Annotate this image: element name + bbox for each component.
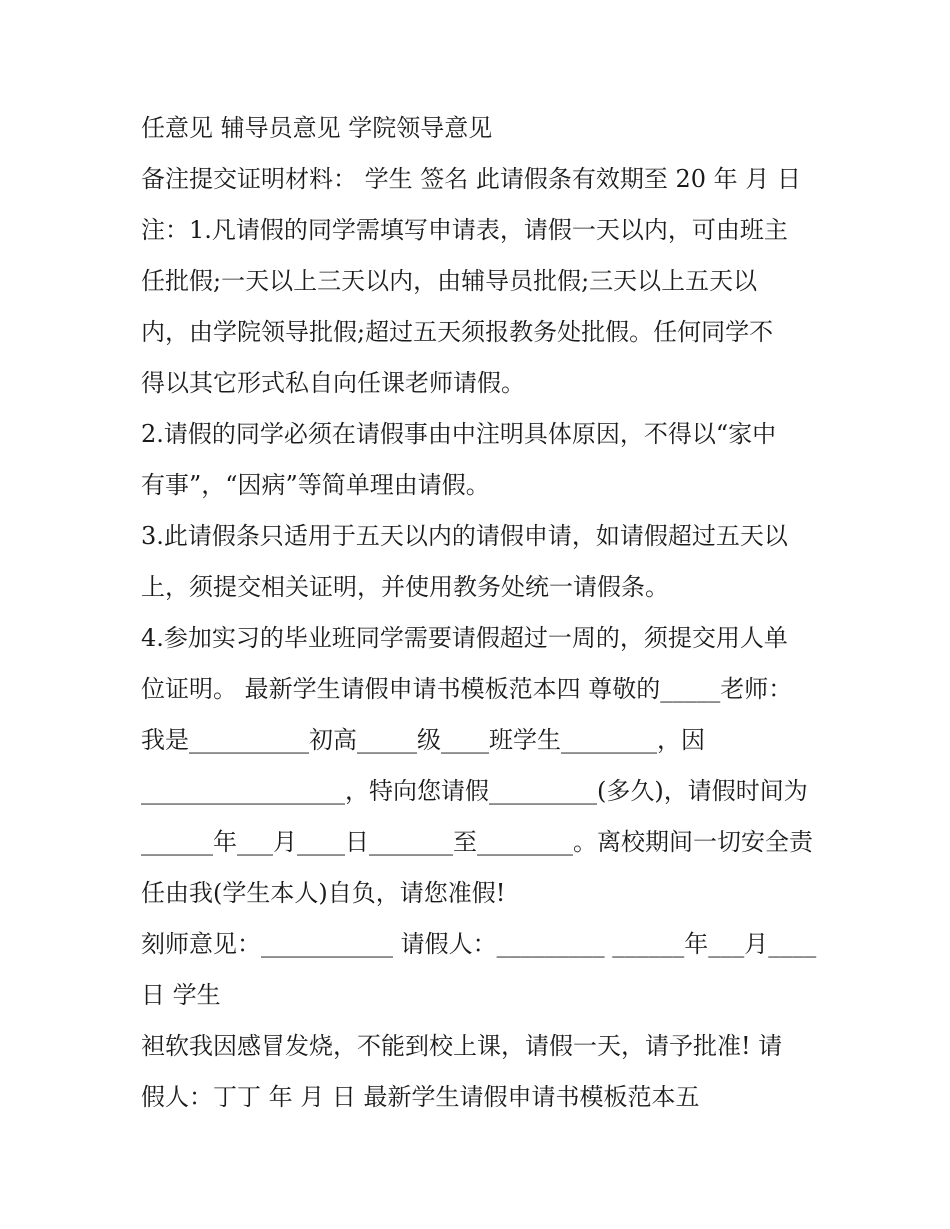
text-line: 得以其它形式私自向任课老师请假。 xyxy=(141,369,525,397)
text-line: 我是__________初高_____级____班学生________，因 xyxy=(141,726,705,754)
text-line: 4.参加实习的毕业班同学需要请假超过一周的，须提交用人单 xyxy=(141,624,788,652)
text-line: 袒软我因感冒发烧，不能到校上课，请假一天，请予批准! 请 xyxy=(141,1032,783,1060)
text-line: 注：1.凡请假的同学需填写申请表，请假一天以内，可由班主 xyxy=(141,216,788,244)
text-line: 刻师意见：___________ 请假人：_________ ______年___月____ xyxy=(141,930,817,958)
text-line: 假人：丁丁 年 月 日 最新学生请假申请书模板范本五 xyxy=(141,1083,700,1111)
text-line: 任由我(学生本人)自负，请您准假! xyxy=(141,879,506,907)
text-line: ______年___月____日_______至________。离校期间一切安全责 xyxy=(141,828,813,856)
text-line: 位证明。 最新学生请假申请书模板范本四 尊敬的_____老师： xyxy=(141,675,793,703)
text-line: 日 学生 xyxy=(141,981,221,1009)
text-line: 2.请假的同学必须在请假事由中注明具体原因，不得以“家中 xyxy=(141,420,777,448)
text-line: 有事”，“因病”等简单理由请假。 xyxy=(141,471,490,499)
document-body xyxy=(141,103,821,1123)
text-line: 备注提交证明材料： 学生 签名 此请假条有效期至 20 年 月 日 xyxy=(141,165,801,193)
text-line: _________________，特向您请假_________(多久)，请假时间为 xyxy=(141,777,808,805)
text-line: 上，须提交相关证明，并使用教务处统一请假条。 xyxy=(141,573,669,601)
text-line: 内，由学院领导批假;超过五天须报教务处批假。任何同学不 xyxy=(141,318,774,346)
text-line: 3.此请假条只适用于五天以内的请假申请，如请假超过五天以 xyxy=(141,522,788,550)
text-line: 任意见 辅导员意见 学院领导意见 xyxy=(141,114,493,142)
text-line: 任批假;一天以上三天以内，由辅导员批假;三天以上五天以 xyxy=(141,267,758,295)
